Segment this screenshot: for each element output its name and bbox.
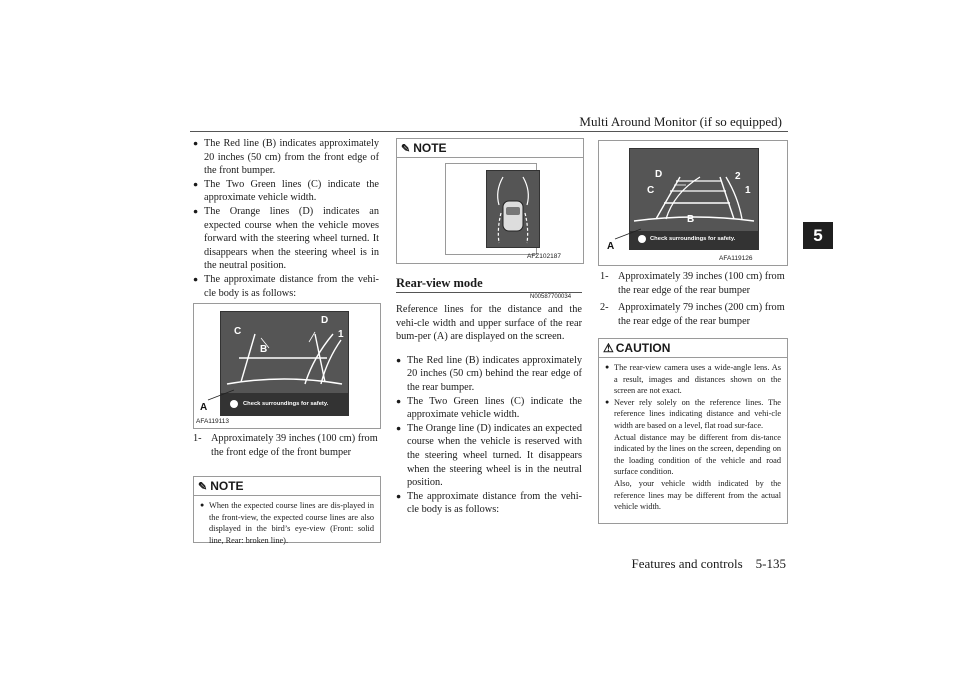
note-bullet: ● When the expected course lines are dis-played in the front-view, the expected course lines are also displayed in the bird’s eye-view (Front: solid line, Rear: broken line). <box>200 500 374 546</box>
note-title: NOTE <box>210 479 244 493</box>
page-header-title: Multi Around Monitor (if so equipped) <box>579 114 782 129</box>
distance-item-1-number: 1- <box>193 433 202 444</box>
rear-view-screen-message: Check surroundings for safety. <box>650 236 736 242</box>
column-2 <box>396 303 582 517</box>
rear-distance-item-2 <box>600 301 786 328</box>
label-b: B <box>687 214 695 225</box>
rear-bullet-red: ● The Red line (B) indicates approximately 20 inches (50 cm) behind the rear edge of the rear bumper. <box>396 354 582 395</box>
note-box-front-header <box>194 477 380 496</box>
label-d: D <box>321 315 329 326</box>
label-a: A <box>200 402 208 413</box>
note-box-front-body <box>194 496 380 550</box>
label-1: 1 <box>745 185 751 196</box>
birds-eye-screen <box>486 170 540 248</box>
figure-code: AFA119126 <box>719 255 753 262</box>
birds-eye-car-icon <box>487 171 539 247</box>
rear-bullet-orange: ● The Orange line (D) indicates an expected course when the vehicle is reserved with the steering wheel turned. It disappears when the steering wheel is in the neutral position. <box>396 422 582 490</box>
bullet-green-lines: ● The Two Green lines (C) indicate the approximate vehicle width. <box>193 178 379 205</box>
label-a: A <box>607 241 615 252</box>
section-code: N00587700034 <box>530 294 572 300</box>
page-footer: Features and controls 5-135 <box>631 556 786 571</box>
rear-distance-item-2-text: Approximately 79 inches (200 cm) from the rear edge of the rear bumper <box>618 302 785 327</box>
section-divider <box>396 292 582 293</box>
label-c: C <box>647 185 655 196</box>
label-a-leader <box>204 388 244 418</box>
label-c: C <box>234 326 242 337</box>
header-divider <box>190 131 788 132</box>
figure-code: AFA119113 <box>196 418 230 425</box>
caution-paragraph-1: Actual distance may be different from dis-tance indicated by the lines on the screen, depending on the loading condition of the vehicle and road surface condition. <box>614 432 781 477</box>
note-icon: ✎ <box>401 142 411 155</box>
distance-item-1 <box>193 432 379 459</box>
rear-bullet-green: ● The Two Green lines (C) indicate the approximate vehicle width. <box>396 395 582 422</box>
birds-eye-figure <box>445 163 537 255</box>
rear-distance-list <box>600 270 786 328</box>
caution-paragraph-2: Also, your vehicle width indicated by the reference lines may be different from the actual vehicle width. <box>614 478 781 512</box>
rear-view-figure <box>598 140 788 266</box>
front-distance-list <box>193 432 379 459</box>
rear-distance-item-1 <box>600 270 786 297</box>
rear-distance-item-1-text: Approximately 39 inches (100 cm) from the rear edge of the rear bumper <box>618 271 785 296</box>
note-box-rear <box>396 138 584 264</box>
section-title-rear-view: Rear-view mode <box>396 276 483 290</box>
chapter-tab: 5 <box>803 222 833 249</box>
caution-bullet-2: ● Never rely solely on the reference lines. The reference lines indicating distance and vehi-cle width are based on a level, flat road sur-face. <box>605 397 781 432</box>
caution-box-header <box>599 339 787 358</box>
caution-bullet-1: ● The rear-view camera uses a wide-angle lens. As a result, images and distances shown on the screen are not exact. <box>605 362 781 397</box>
caution-title: CAUTION <box>615 341 671 355</box>
note-box-front <box>193 476 381 543</box>
label-2: 2 <box>735 171 741 182</box>
distance-item-1-text: Approximately 39 inches (100 cm) from the front edge of the front bumper <box>211 433 378 458</box>
caution-box <box>598 338 788 524</box>
caution-box-body <box>599 358 787 517</box>
bullet-distance: ● The approximate distance from the vehi-cle body is as follows: <box>193 273 379 300</box>
label-1: 1 <box>338 329 344 340</box>
front-view-screen-message: Check surroundings for safety. <box>243 401 329 407</box>
rear-bullet-distance: ● The approximate distance from the vehi-cle body is as follows: <box>396 490 582 517</box>
rear-distance-item-2-number: 2- <box>600 302 609 314</box>
rear-distance-item-1-number: 1- <box>600 271 609 282</box>
label-a-leader <box>611 227 651 257</box>
front-view-figure <box>193 303 381 429</box>
label-d: D <box>655 169 663 180</box>
warning-triangle-icon: ⚠ <box>603 341 614 355</box>
column-1 <box>193 137 379 300</box>
bullet-red-line: ● The Red line (B) indicates approximately 20 inches (50 cm) from the front edge of the front bumper. <box>193 137 379 178</box>
rear-intro: Reference lines for the distance and the vehi-cle width and upper surface of the rear bum-per (A) are displayed on the screen. <box>396 304 582 343</box>
note-figure-code: AFZ102187 <box>527 253 561 260</box>
note-icon: ✎ <box>198 480 208 493</box>
note-box-rear-header <box>397 139 583 158</box>
note-title: NOTE <box>413 141 447 155</box>
label-b: B <box>260 344 268 355</box>
bullet-orange-lines: ● The Orange lines (D) indicates an expected course when the vehicle moves forward with the steering wheel turned. It disappears when the steering wheel is in the neutral position. <box>193 205 379 273</box>
